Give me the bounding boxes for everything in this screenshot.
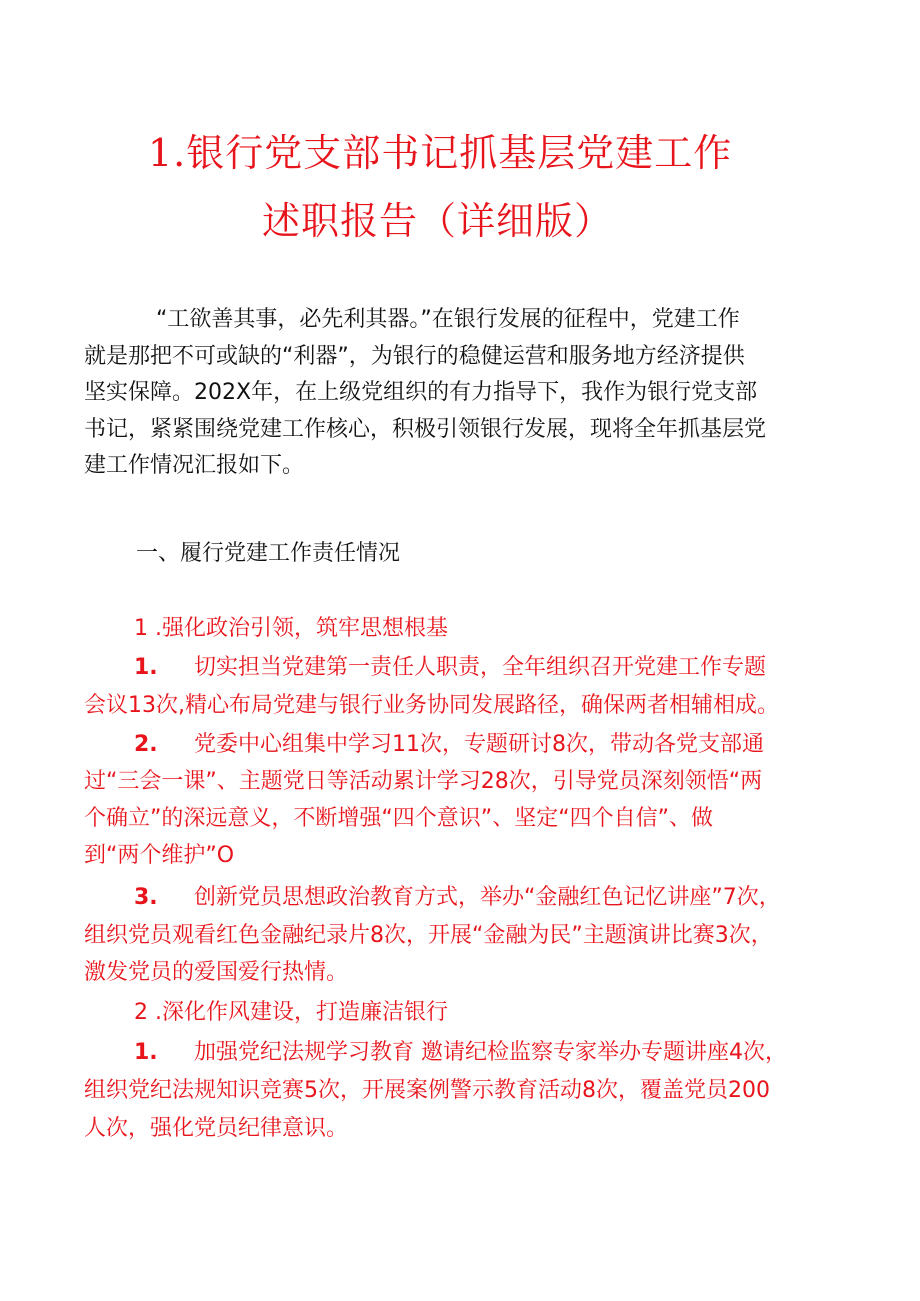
list-item-line: 切实担当党建第一责任人职责，全年组织召开党建工作专题 xyxy=(194,655,767,680)
list-item-line: 个确立”的深远意义，不断增强“四个意识”、坚定“四个自信”、做 xyxy=(84,806,713,831)
list-item-line: 到“两个维护”O xyxy=(84,843,235,868)
list-item-line: 过“三会一课”、主题党日等活动累计学习28次，引导党员深刻领悟“两 xyxy=(84,769,763,794)
document-title-line-2: 述职报告（详细版） xyxy=(262,199,614,243)
list-item-line: 会议13次,精心布局党建与银行业务协同发展路径，确保两者相辅相成。 xyxy=(84,693,779,718)
list-item-line: 加强党纪法规学习教育 邀请纪检监察专家举办专题讲座4次， xyxy=(194,1040,787,1065)
list-item-line: 党委中心组集中学习11次，专题研讨8次，带动各党支部通 xyxy=(194,732,764,757)
subsection-heading: 2 .深化作风建设，打造廉洁银行 xyxy=(134,1000,448,1025)
intro-line: 书记，紧紧围绕党建工作核心，积极引领银行发展，现将全年抓基层党 xyxy=(84,417,767,442)
list-item-line: 人次，强化党员纪律意识。 xyxy=(84,1116,349,1141)
list-item-line: 激发党员的爱国爱行热情。 xyxy=(84,960,349,985)
list-item-number: 1. xyxy=(134,1040,158,1065)
intro-line: 坚实保障。202X年，在上级党组织的有力指导下，我作为银行党支部 xyxy=(84,380,758,405)
list-item-line: 创新党员思想政治教育方式，举办“金融红色记忆讲座”7次， xyxy=(194,885,781,910)
intro-line: 就是那把不可或缺的“利器”，为银行的稳健运营和服务地方经济提供 xyxy=(84,344,745,369)
list-item-line: 组织党员观看红色金融纪录片8次，开展“金融为民”主题演讲比赛3次， xyxy=(84,923,773,948)
intro-line: 建工作情况汇报如下。 xyxy=(84,453,305,478)
section-heading: 一、履行党建工作责任情况 xyxy=(136,541,401,566)
list-item-number: 1. xyxy=(134,655,158,680)
subsection-heading: 1 .强化政治引领，筑牢思想根基 xyxy=(134,616,448,641)
list-item-line: 组织党纪法规知识竞赛5次，开展案例警示教育活动8次，覆盖党员200 xyxy=(84,1078,770,1103)
document-title-line-1: 1.银行党支部书记抓基层党建工作 xyxy=(148,131,733,175)
intro-line: “工欲善其事，必先利其器。”在银行发展的征程中，党建工作 xyxy=(156,307,740,332)
list-item-number: 2. xyxy=(134,732,158,757)
list-item-number: 3. xyxy=(134,885,158,910)
